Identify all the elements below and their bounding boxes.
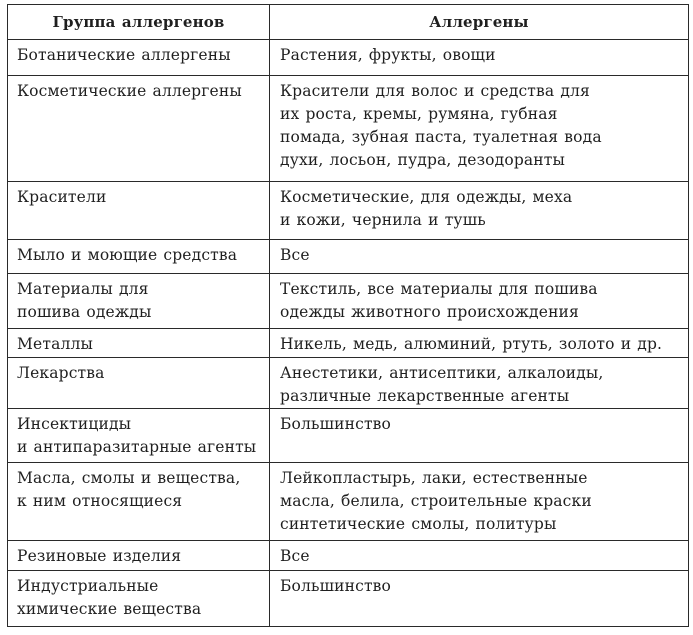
allergens-cell <box>270 329 689 358</box>
header-allergens: Аллергены <box>270 5 689 40</box>
header-allergen-group: Группа аллергенов <box>8 5 270 40</box>
table-body <box>8 40 689 627</box>
table-row <box>8 409 689 463</box>
table-row <box>8 463 689 541</box>
table-header <box>8 5 689 40</box>
allergens-cell <box>270 358 689 409</box>
allergens-text: Большинство <box>280 415 392 433</box>
allergens-cell <box>270 182 689 240</box>
group-cell <box>8 571 270 627</box>
group-cell <box>8 409 270 463</box>
group-text: Масла, смолы и вещества, к ним относящиеся <box>17 469 241 510</box>
group-text: Красители <box>17 188 107 206</box>
allergens-text: Большинство <box>280 577 392 595</box>
group-text: Лекарства <box>17 364 105 382</box>
group-cell <box>8 358 270 409</box>
allergens-text: Лейкопластырь, лаки, естественные масла, белила, строительные краски синтетические смолы, политуры <box>280 469 592 533</box>
allergens-cell <box>270 541 689 571</box>
header-row <box>8 5 689 40</box>
table-row <box>8 182 689 240</box>
allergens-text: Все <box>280 246 310 264</box>
group-text: Индустриальные химические вещества <box>17 577 202 618</box>
allergens-text: Текстиль, все материалы для пошива одежды животного происхождения <box>280 280 598 321</box>
allergens-cell <box>270 76 689 182</box>
allergens-cell <box>270 409 689 463</box>
allergens-cell <box>270 274 689 329</box>
group-cell <box>8 463 270 541</box>
group-cell <box>8 329 270 358</box>
allergens-cell <box>270 571 689 627</box>
allergens-cell <box>270 40 689 76</box>
group-cell <box>8 40 270 76</box>
allergens-text: Все <box>280 547 310 565</box>
allergens-text: Красители для волос и средства для их роста, кремы, румяна, губная помада, зубная паста, туалетная вода духи, лосьон, пудра, дезодоранты <box>280 82 602 169</box>
table-row <box>8 571 689 627</box>
allergens-text: Косметические, для одежды, меха и кожи, чернила и тушь <box>280 188 573 229</box>
table-row <box>8 40 689 76</box>
group-text: Ботанические аллергены <box>17 46 231 64</box>
group-text: Металлы <box>17 335 93 353</box>
table-row <box>8 274 689 329</box>
group-text: Косметические аллергены <box>17 82 242 100</box>
table-row <box>8 329 689 358</box>
group-text: Мыло и моющие средства <box>17 246 238 264</box>
allergen-table <box>7 4 689 627</box>
allergens-cell <box>270 463 689 541</box>
allergens-text: Никель, медь, алюминий, ртуть, золото и др. <box>280 335 663 353</box>
group-cell <box>8 76 270 182</box>
table-row <box>8 76 689 182</box>
group-text: Резиновые изделия <box>17 547 182 565</box>
table-row <box>8 240 689 274</box>
group-cell <box>8 182 270 240</box>
group-cell <box>8 274 270 329</box>
group-cell <box>8 541 270 571</box>
group-text: Инсектициды и антипаразитарные агенты <box>17 415 257 456</box>
table-row <box>8 541 689 571</box>
group-text: Материалы для пошива одежды <box>17 280 152 321</box>
allergens-text: Растения, фрукты, овощи <box>280 46 496 64</box>
allergens-text: Анестетики, антисептики, алкалоиды, различные лекарственные агенты <box>280 364 604 405</box>
allergens-cell <box>270 240 689 274</box>
table-row <box>8 358 689 409</box>
group-cell <box>8 240 270 274</box>
